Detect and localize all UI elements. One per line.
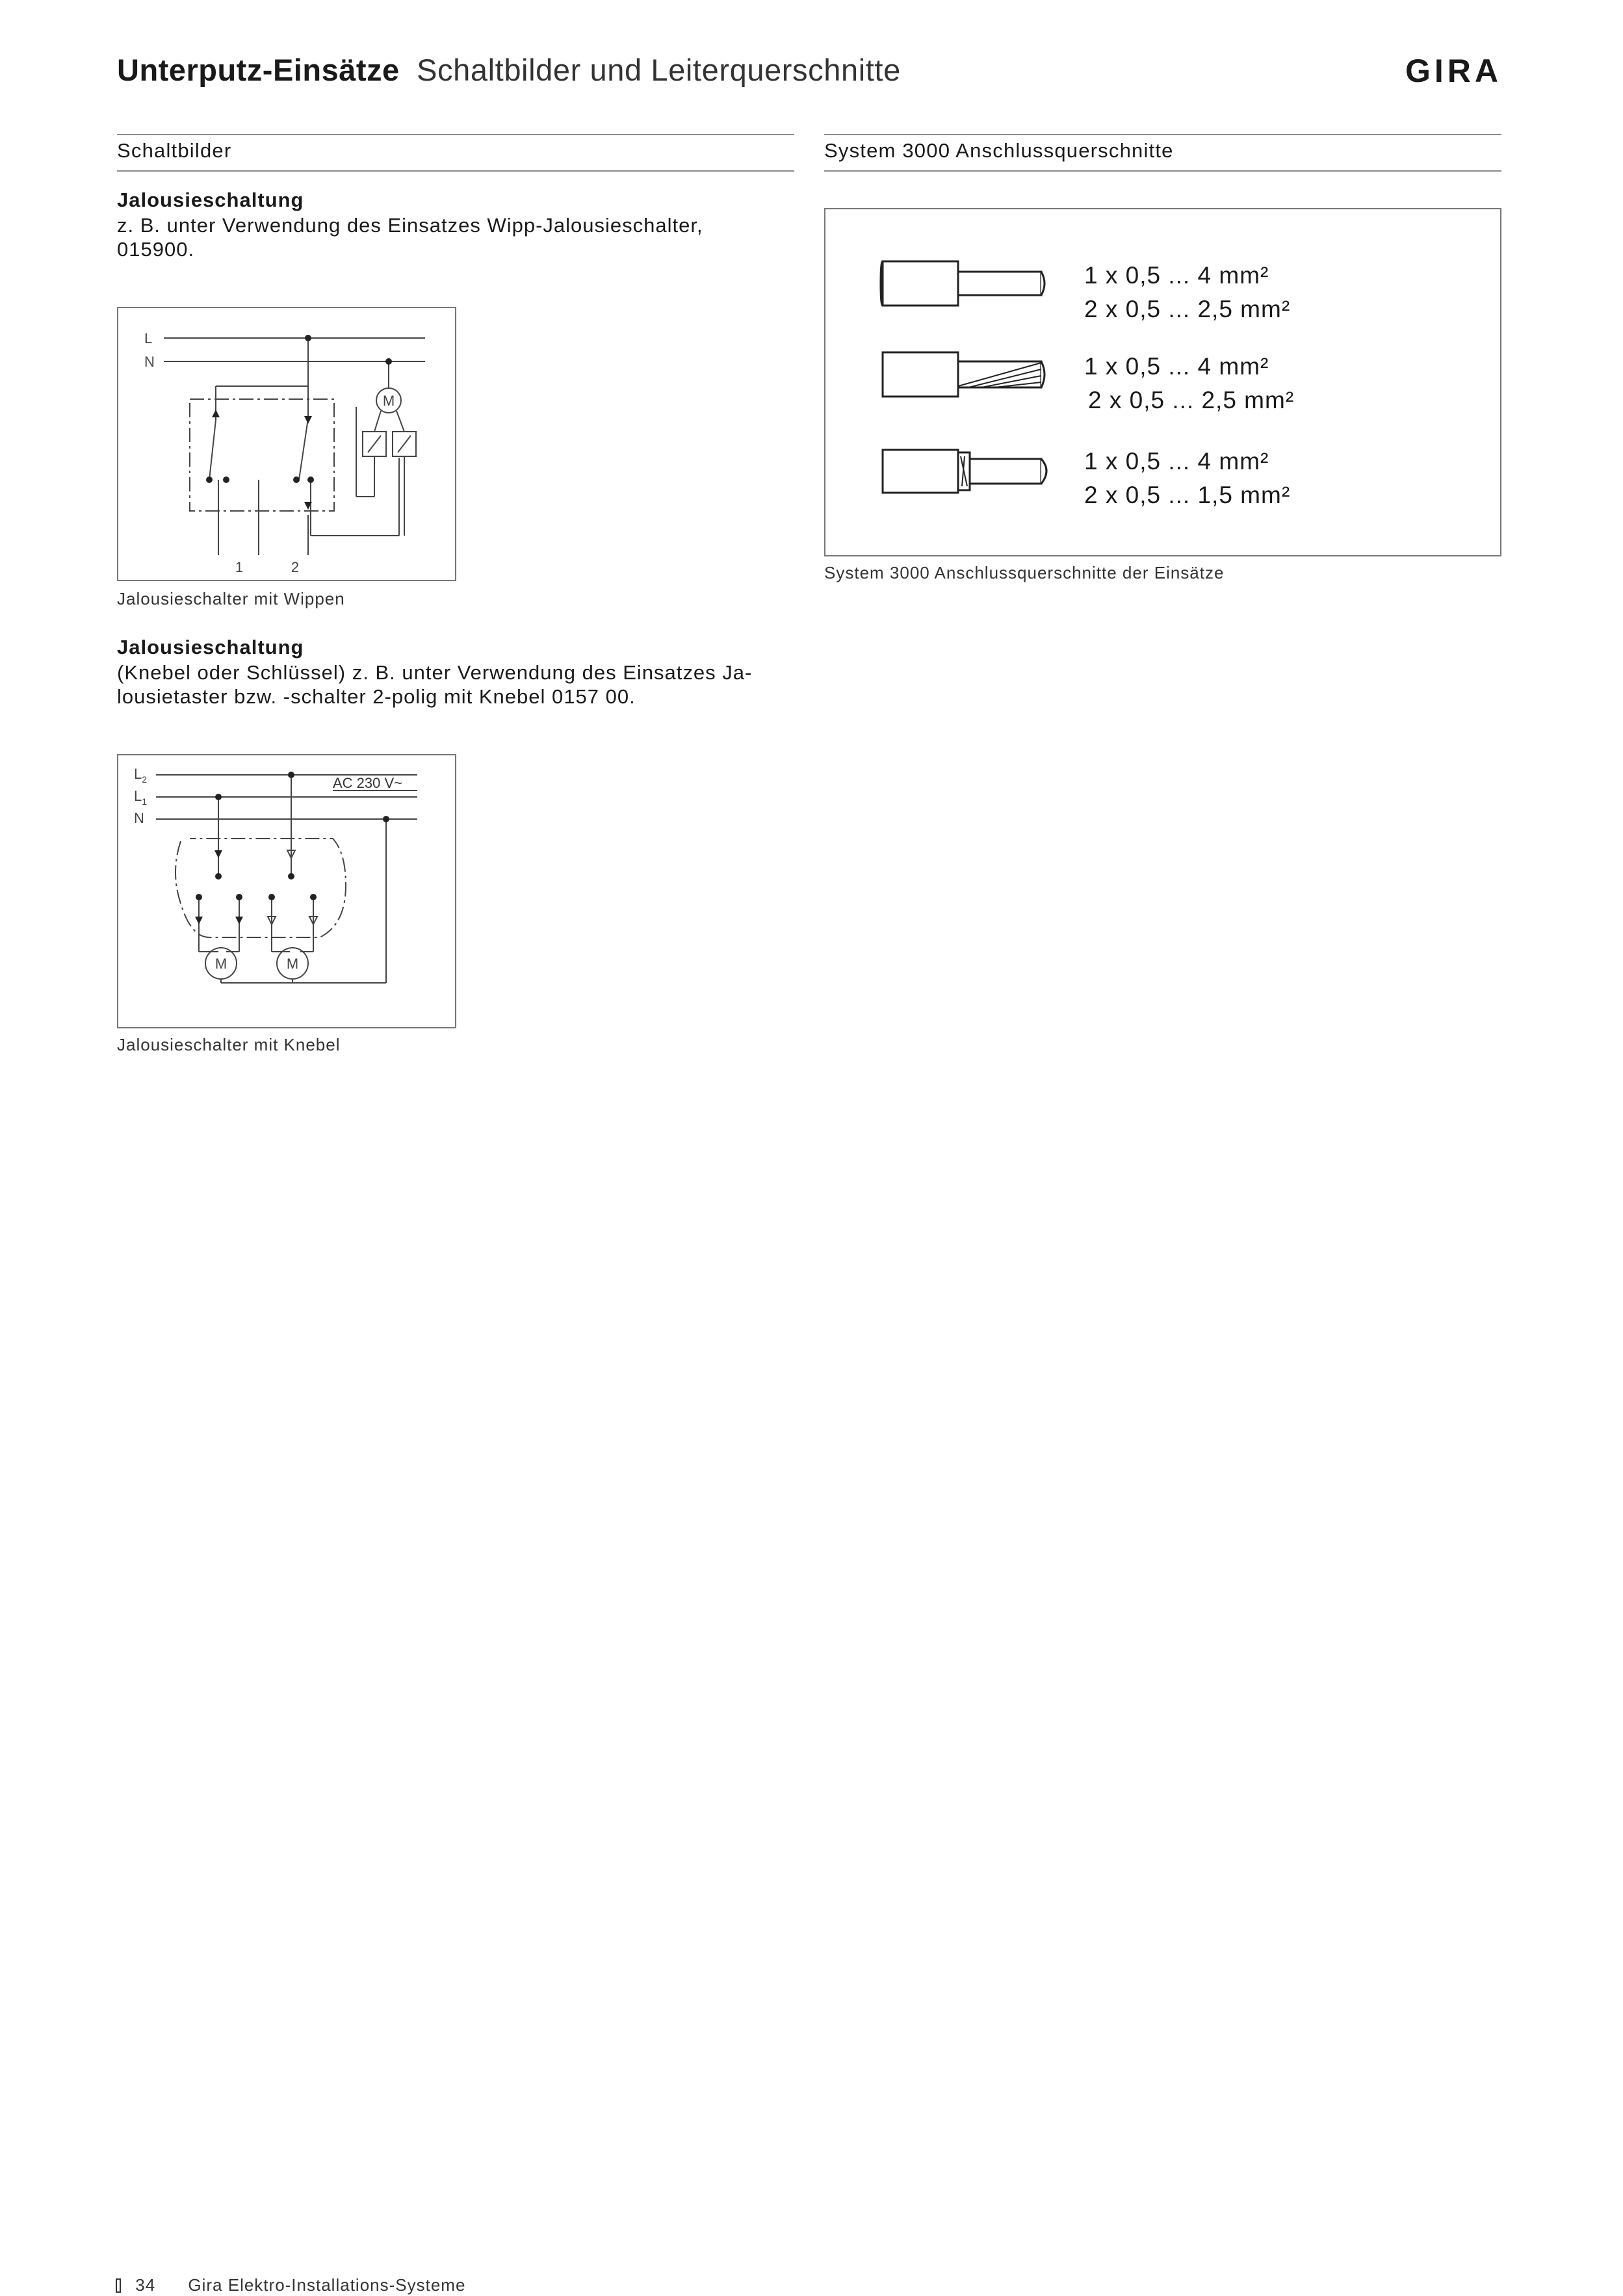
line-label-L2: $L_2$ [134, 766, 148, 785]
spec-group-2 [1084, 350, 1294, 417]
left-section-bottom-rule [117, 170, 794, 172]
solid-wire-icon [881, 261, 1045, 306]
line-label-N: N [144, 354, 155, 370]
block2-heading: Jalousieschaltung [117, 636, 304, 659]
diagram-wippen-svg [118, 308, 455, 580]
diagram-wippen-caption: Jalousieschalter mit Wippen [117, 589, 345, 608]
diagram-knebel [117, 754, 456, 1028]
spec-group-1 [1084, 259, 1290, 326]
block1-text-line: 015900. [117, 238, 195, 261]
line-label-L: L [144, 330, 153, 346]
block1-text-line: z. B. unter Verwendung des Einsatzes Wipp-Jalousieschalter, [117, 214, 703, 237]
spec-line: 2 x 0,5 ... 2,5 mm² [1084, 296, 1291, 322]
page-number: 34 [135, 2275, 156, 2295]
diagram-wippen [117, 307, 456, 581]
stranded-wire-icon [883, 352, 1045, 397]
motor-label-2: M [286, 956, 299, 972]
footer-text: Gira Elektro-Installations-Systeme [188, 2275, 466, 2295]
spec-group-3 [1084, 445, 1290, 512]
motor-label-1: M [214, 956, 227, 972]
cross-section-caption: System 3000 Anschlussquerschnitte der Einsätze [824, 563, 1225, 582]
line-label-N: N [134, 810, 144, 826]
block1-heading: Jalousieschaltung [117, 189, 304, 211]
block2-text-line: lousietaster bzw. -schalter 2-polig mit Knebel 0157 00. [117, 685, 636, 708]
ferrule-wire-icon [883, 450, 1046, 493]
page-title: Unterputz-Einsätze [117, 53, 400, 87]
page-header [117, 52, 1508, 98]
page-footer [116, 2275, 465, 2295]
spec-line: 2 x 0,5 ... 2,5 mm² [1088, 387, 1295, 413]
motor-label: M [382, 393, 395, 409]
terminal-label-2: 2 [291, 559, 300, 575]
right-section-title: System 3000 Anschlussquerschnitte [824, 139, 1174, 162]
cross-section-panel [824, 208, 1501, 556]
left-section-title: Schaltbilder [117, 139, 232, 162]
footer-marker-icon [116, 2278, 121, 2293]
spec-line: 1 x 0,5 ... 4 mm² [1084, 353, 1269, 380]
block1-text [117, 213, 703, 261]
right-section-bottom-rule [824, 170, 1501, 172]
brand-logo: GIRA [1405, 53, 1502, 89]
block2-text [117, 660, 752, 709]
block2-text-line: (Knebel oder Schlüssel) z. B. unter Verwendung des Einsatzes Ja- [117, 661, 753, 684]
diagram-knebel-svg [118, 755, 455, 1027]
line-label-L1: $L_1$ [134, 788, 148, 807]
spec-line: 1 x 0,5 ... 4 mm² [1084, 262, 1269, 289]
right-section-top-rule [824, 134, 1501, 135]
diagram-knebel-caption: Jalousieschalter mit Knebel [117, 1035, 341, 1054]
page-subtitle: Schaltbilder und Leiterquerschnitte [417, 53, 901, 87]
terminal-label-1: 1 [235, 559, 244, 575]
left-section-top-rule [117, 134, 794, 135]
spec-line: 1 x 0,5 ... 4 mm² [1084, 448, 1269, 475]
spec-line: 2 x 0,5 ... 1,5 mm² [1084, 482, 1291, 508]
voltage-label: AC 230 V~ [333, 775, 403, 791]
